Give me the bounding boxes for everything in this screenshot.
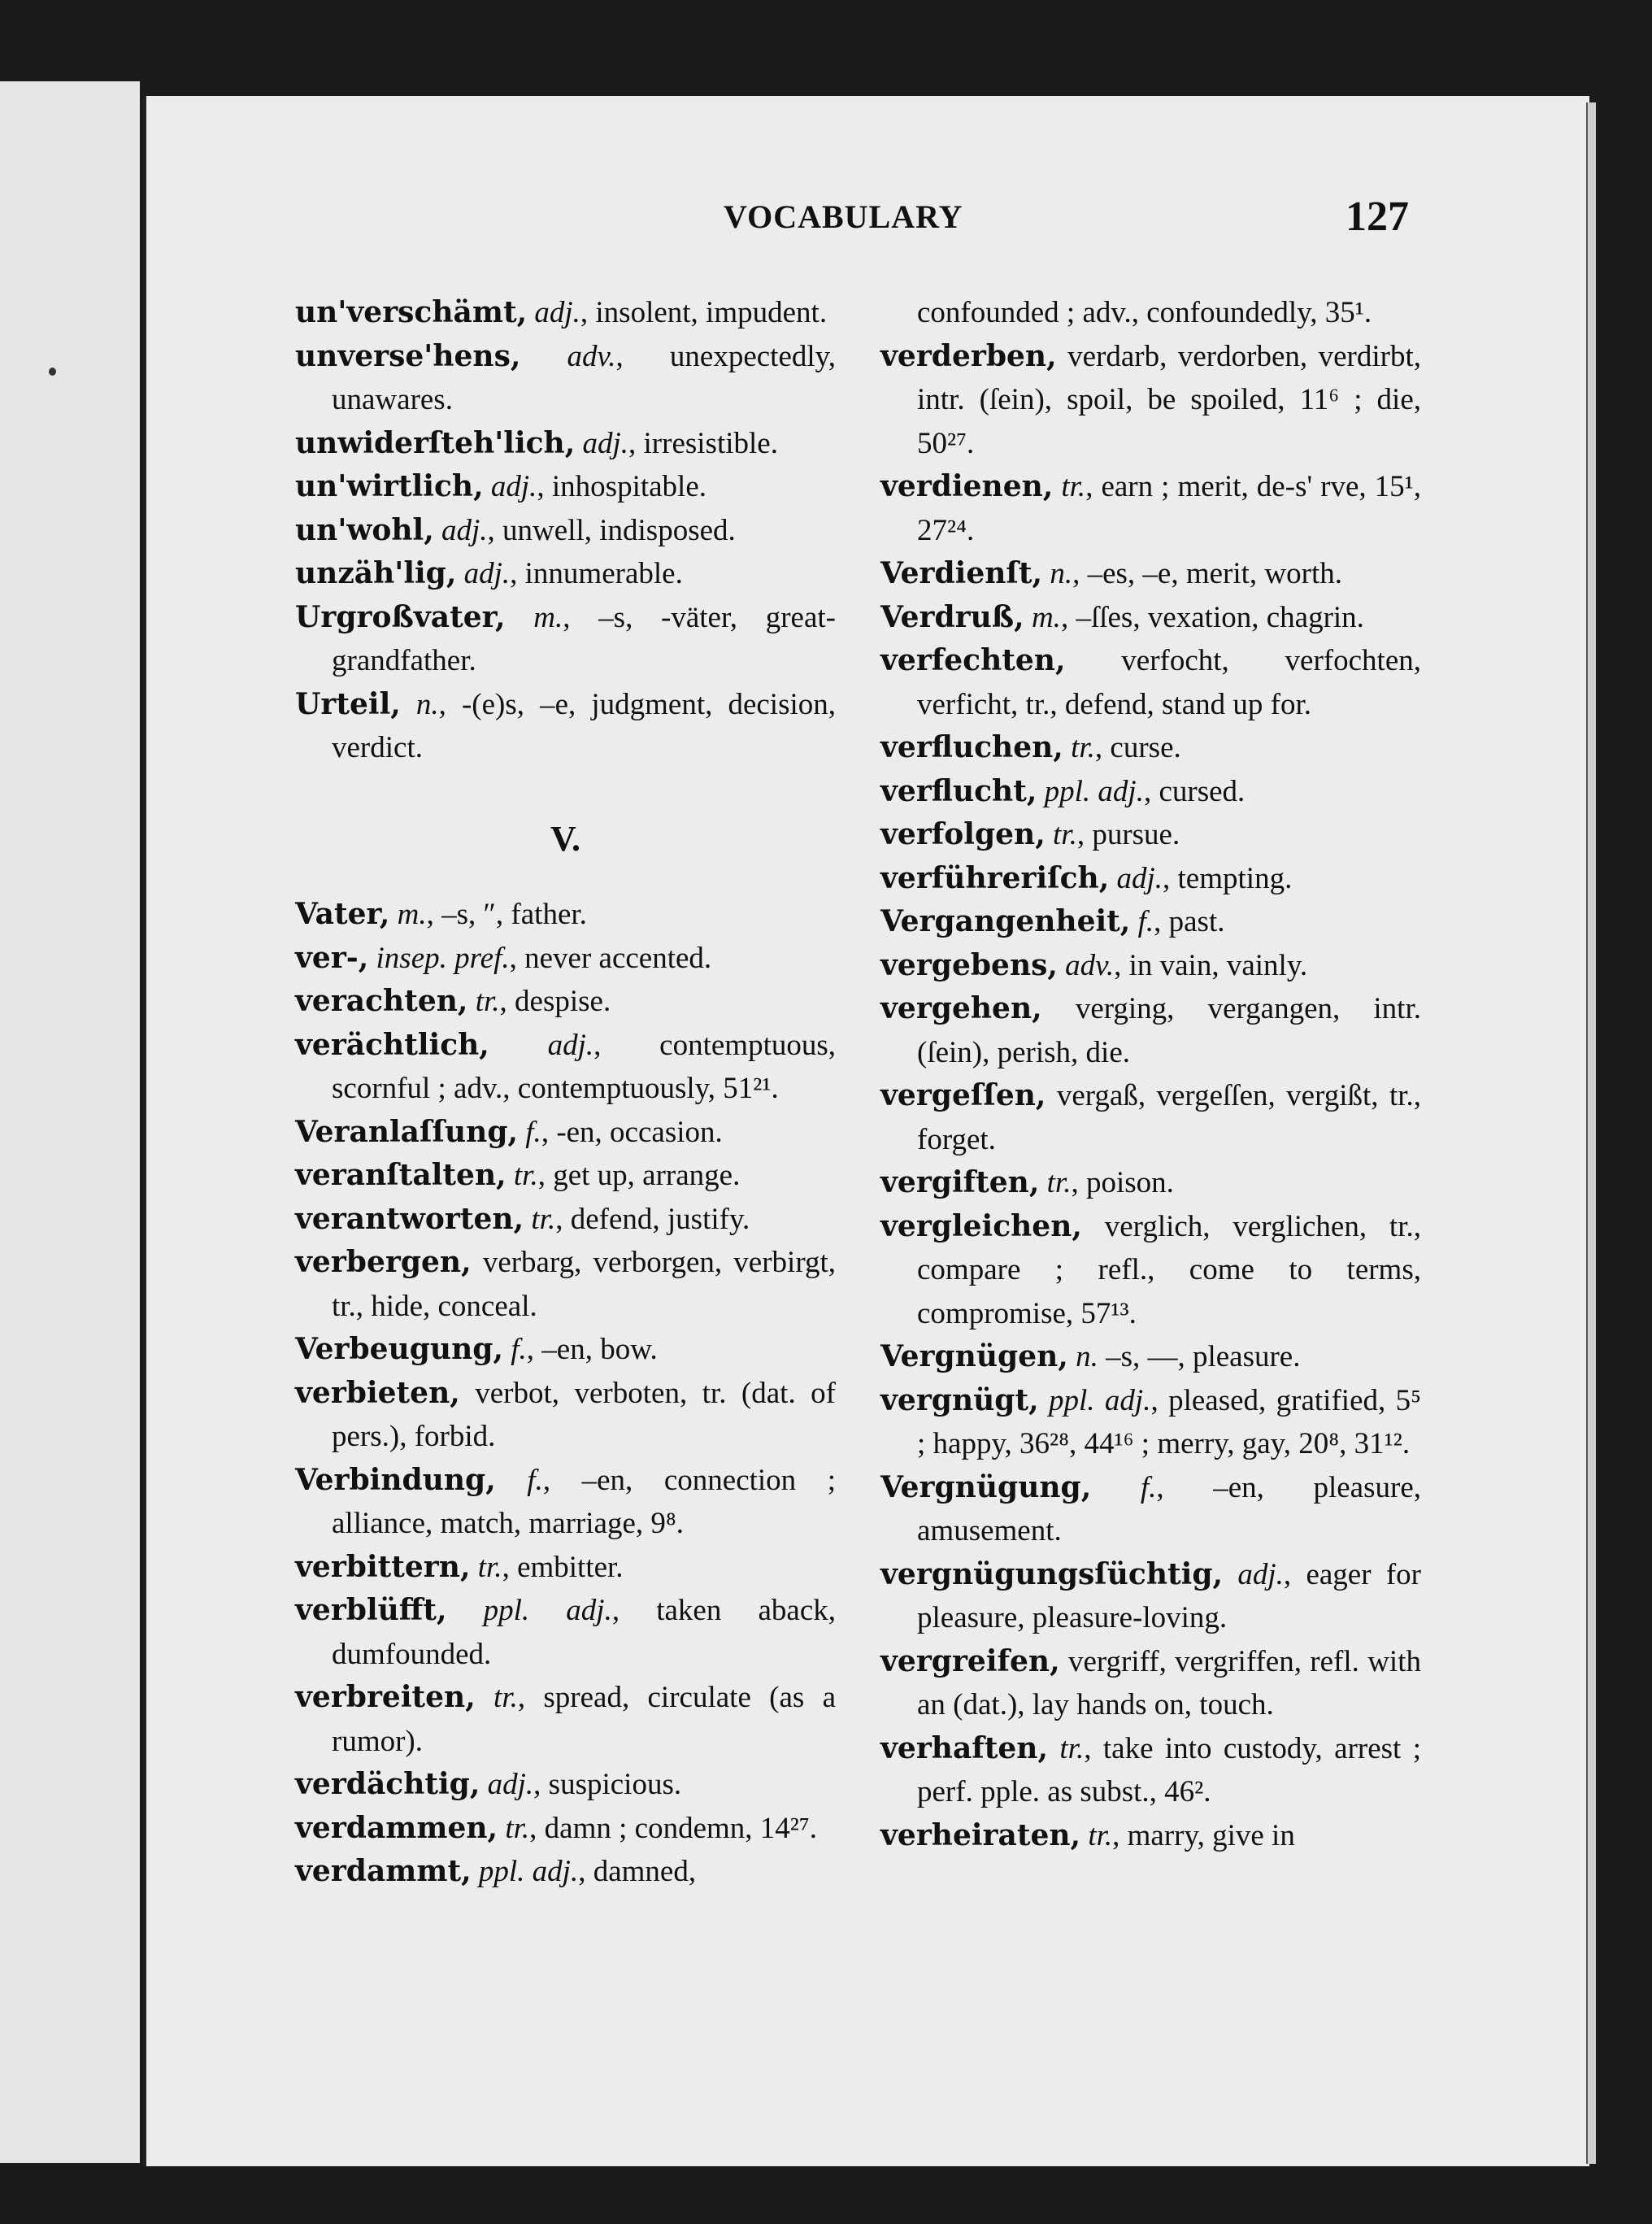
entry-definition: , embitter.	[502, 1550, 624, 1584]
entry-grammar: m.	[1031, 600, 1061, 634]
entry-headword: un'wirtlich,	[295, 469, 484, 503]
dictionary-entry	[880, 900, 1421, 944]
section-letter: V.	[550, 818, 581, 859]
dictionary-entry	[295, 683, 836, 770]
entry-definition: , damn ; condemn, 14²⁷.	[529, 1811, 818, 1845]
entry-headword: verderben,	[880, 338, 1057, 373]
entry-definition: , –s, -väter, great-grandfather.	[332, 600, 837, 677]
entry-grammar: tr.	[1046, 1166, 1072, 1199]
entry-definition: , defend, justify.	[555, 1202, 750, 1236]
entry-grammar: adj.	[1237, 1557, 1284, 1591]
page-edge	[1586, 102, 1596, 2164]
entry-headword: verfechten,	[880, 643, 1066, 677]
entry-headword: vergebens,	[880, 947, 1058, 982]
dictionary-entry	[295, 980, 836, 1024]
entry-headword: unverse'hens,	[295, 338, 521, 373]
entry-headword: Veranlaſſung,	[295, 1114, 519, 1149]
entry-definition: , poison.	[1071, 1166, 1174, 1199]
entry-definition: , –en, pleasure, amusement.	[917, 1470, 1421, 1547]
entry-headword: verflucht,	[880, 773, 1037, 808]
entry-headword: un'wohl,	[295, 512, 434, 547]
entry-grammar: adj.	[547, 1028, 594, 1062]
entry-headword: Verbeugung,	[295, 1332, 503, 1366]
entry-definition: verfocht, verfochten, verficht, tr., defend, stand up for.	[917, 644, 1421, 721]
left-entries-after	[295, 893, 836, 1894]
dictionary-entry	[295, 1198, 836, 1242]
entry-grammar: tr.	[1059, 1731, 1085, 1765]
entry-headword: verachten,	[295, 984, 468, 1018]
entry-grammar: tr.	[1053, 818, 1077, 851]
entry-grammar: adj.	[463, 557, 511, 590]
entry-definition: , marry, give in	[1112, 1818, 1295, 1852]
dictionary-entry	[295, 552, 836, 596]
entry-definition: , eager for pleasure, pleasure-loving.	[917, 1557, 1422, 1634]
entry-definition: verbot, verboten, tr. (dat. of pers.), forbid.	[332, 1376, 836, 1453]
entry-grammar: f.	[511, 1333, 527, 1366]
dictionary-entry	[880, 1161, 1421, 1205]
entry-grammar: ppl. adj.	[1049, 1383, 1151, 1417]
entry-grammar: adv.	[1065, 948, 1115, 982]
entry-definition: verdarb, verdorben, verdirbt, intr. (ſein), spoil, be spoiled, 11⁶ ; die, 50²⁷.	[917, 339, 1422, 460]
dictionary-entry	[880, 1335, 1421, 1379]
left-column	[295, 291, 836, 1894]
entry-definition: vergaß, vergeſſen, vergißt, tr., forget.	[917, 1079, 1421, 1156]
entry-grammar: tr.	[505, 1811, 530, 1845]
dictionary-entry	[295, 465, 836, 509]
entry-grammar: tr.	[475, 985, 500, 1018]
entry-headword: verdienen,	[880, 469, 1054, 503]
entry-grammar: adv.	[567, 339, 616, 373]
dictionary-entry	[880, 857, 1421, 901]
entry-headword: verfluchen,	[880, 730, 1063, 764]
entry-headword: un'verschämt,	[295, 295, 528, 329]
dictionary-entry	[295, 1807, 836, 1851]
dictionary-entry	[880, 639, 1421, 726]
dictionary-entry	[880, 944, 1421, 988]
dictionary-entry	[295, 1328, 836, 1372]
entry-definition: , take into custody, arrest ; perf. pple. as subst., 46².	[917, 1731, 1422, 1808]
entry-definition: verglich, verglichen, tr., compare ; refl., come to terms, compromise, 57¹³.	[917, 1209, 1421, 1330]
entry-definition: , irresistible.	[628, 426, 778, 460]
entry-definition: , -(e)s, –e, judgment, decision, verdict.	[332, 687, 836, 764]
entry-headword: verantworten,	[295, 1201, 524, 1236]
entry-definition: , spread, circulate (as a rumor).	[332, 1681, 837, 1758]
entry-headword: verdächtig,	[295, 1767, 480, 1801]
dictionary-entry	[880, 1379, 1421, 1466]
dictionary-entry	[880, 770, 1421, 814]
entry-grammar: n.	[1050, 557, 1073, 590]
entry-grammar: adj.	[441, 513, 488, 547]
entry-headword: vergnügungsſüchtig,	[880, 1556, 1224, 1591]
entry-definition: , pursue.	[1076, 818, 1180, 851]
entry-headword: Vergnügen,	[880, 1339, 1068, 1373]
dictionary-entry	[880, 335, 1421, 466]
entry-definition: , despise.	[499, 985, 611, 1018]
entry-grammar: ppl. adj.	[478, 1855, 579, 1888]
dictionary-entry	[295, 1241, 836, 1328]
entry-headword: verführeriſch,	[880, 860, 1110, 895]
entry-grammar: insep. pref.	[376, 941, 510, 975]
entry-grammar: tr.	[1061, 470, 1086, 503]
right-column	[880, 291, 1421, 1857]
entry-headword: vergiften,	[880, 1165, 1040, 1199]
dictionary-entry	[880, 1814, 1421, 1858]
entry-grammar: m.	[397, 898, 427, 931]
entry-definition: , pleased, gratified, 5⁵ ; happy, 36²⁸, 44¹⁶ ; merry, gay, 20⁸, 31¹².	[917, 1383, 1422, 1460]
entry-definition: vergriff, vergriffen, refl. with an (dat.), lay hands on, touch.	[917, 1644, 1421, 1721]
entry-definition: , never accented.	[509, 941, 712, 975]
entry-definition: , earn ; merit, de-s' rve, 15¹, 27²⁴.	[917, 470, 1421, 547]
running-head: VOCABULARY	[724, 198, 963, 235]
entry-definition: , tempting.	[1163, 861, 1293, 895]
entry-grammar: f.	[1137, 905, 1154, 938]
entry-definition: verging, vergangen, intr. (ſein), perish, die.	[917, 992, 1421, 1069]
dictionary-entry	[295, 1372, 836, 1459]
entry-definition: , unwell, indisposed.	[487, 513, 736, 547]
dictionary-entry	[880, 552, 1421, 596]
dictionary-entry	[295, 422, 836, 466]
entry-grammar: adj.	[490, 470, 537, 503]
entry-headword: vergnügt,	[880, 1382, 1039, 1417]
adjacent-page-strip	[0, 81, 140, 2163]
entry-headword: verfolgen,	[880, 817, 1046, 851]
dictionary-entry	[295, 893, 836, 937]
dictionary-entry	[295, 335, 836, 422]
entry-definition: , cursed.	[1143, 774, 1246, 808]
dictionary-entry	[295, 1850, 836, 1894]
entry-headword: Verdienſt,	[880, 556, 1043, 590]
continuation-entry: confounded ; adv., confoundedly, 35¹.	[917, 296, 1372, 329]
entry-grammar: m.	[533, 600, 563, 634]
entry-headword: verächtlich,	[295, 1027, 489, 1062]
scan-speck	[49, 368, 56, 376]
entry-grammar: ppl. adj.	[483, 1594, 612, 1627]
entry-grammar: ppl. adj.	[1044, 774, 1144, 808]
entry-grammar: tr.	[513, 1159, 538, 1192]
entry-headword: verdammt,	[295, 1854, 472, 1888]
dictionary-entry	[880, 1074, 1421, 1161]
entry-headword: veranſtalten,	[295, 1158, 506, 1192]
dictionary-entry	[880, 726, 1421, 770]
entry-grammar: tr.	[531, 1202, 556, 1236]
entry-headword: verdammen,	[295, 1810, 498, 1845]
entry-grammar: adj.	[1116, 861, 1163, 895]
entry-headword: Urteil,	[295, 686, 401, 721]
right-entries	[880, 335, 1421, 1858]
entry-headword: vergreifen,	[880, 1643, 1060, 1678]
entry-headword: verhaften,	[880, 1730, 1049, 1765]
entry-grammar: f.	[525, 1115, 541, 1149]
entry-definition: , curse.	[1094, 731, 1181, 764]
entry-headword: verbergen,	[295, 1245, 472, 1279]
entry-definition: , –es, –e, merit, worth.	[1072, 557, 1342, 590]
entry-definition: , suspicious.	[533, 1768, 682, 1801]
entry-definition: , inhospitable.	[537, 470, 707, 503]
entry-definition: , –s, ″, father.	[426, 898, 587, 931]
entry-definition: , –en, connection ; alliance, match, marriage, 9⁸.	[332, 1463, 836, 1540]
entry-headword: vergeſſen,	[880, 1078, 1046, 1112]
dictionary-entry	[295, 1546, 836, 1590]
entry-grammar: n.	[1076, 1340, 1098, 1373]
dictionary-entry	[295, 1154, 836, 1198]
entry-definition: , damned,	[578, 1855, 697, 1888]
entry-definition: , in vain, vainly.	[1114, 948, 1308, 982]
dictionary-entry	[295, 509, 836, 553]
entry-definition: verbarg, verborgen, verbirgt, tr., hide, conceal.	[332, 1246, 837, 1323]
entry-headword: verbittern,	[295, 1549, 471, 1584]
dictionary-entry	[295, 1111, 836, 1155]
entry-headword: verheiraten,	[880, 1817, 1081, 1852]
entry-headword: verbieten,	[295, 1375, 460, 1410]
dictionary-entry	[880, 465, 1421, 552]
dictionary-entry	[880, 1466, 1421, 1553]
entry-headword: verblüfft,	[295, 1593, 447, 1627]
entry-grammar: tr.	[1088, 1818, 1113, 1852]
entry-definition: , taken aback, dumfounded.	[332, 1594, 836, 1671]
entry-grammar: adj.	[487, 1768, 534, 1801]
entry-definition: , -en, occasion.	[541, 1115, 723, 1149]
dictionary-entry	[295, 1024, 836, 1111]
entry-headword: Verdruß,	[880, 599, 1024, 634]
entry-headword: Vater,	[295, 897, 390, 931]
entry-headword: vergehen,	[880, 991, 1042, 1025]
entry-headword: unwiderſteh'lich,	[295, 425, 576, 460]
dictionary-entry	[295, 1459, 836, 1546]
entry-grammar: adj.	[582, 426, 629, 460]
left-entries-before	[295, 291, 836, 770]
entry-grammar: tr.	[493, 1681, 518, 1714]
dictionary-entry	[880, 1205, 1421, 1336]
entry-grammar: f.	[527, 1463, 543, 1497]
entry-definition: , get up, arrange.	[537, 1159, 741, 1192]
entry-definition: , contemptuous, scornful ; adv., contemptuously, 51²¹.	[332, 1028, 836, 1105]
entry-headword: unzäh'lig,	[295, 556, 457, 590]
dictionary-entry	[295, 1676, 836, 1763]
entry-grammar: tr.	[1071, 731, 1095, 764]
dictionary-entry	[295, 937, 836, 981]
entry-definition: , innumerable.	[510, 557, 683, 590]
dictionary-entry	[295, 1589, 836, 1676]
entry-headword: Vergnügung,	[880, 1469, 1092, 1504]
dictionary-entry	[295, 596, 836, 683]
dictionary-entry	[295, 1763, 836, 1807]
dictionary-entry	[880, 1640, 1421, 1727]
entry-headword: verbreiten,	[295, 1680, 476, 1714]
dictionary-entry	[880, 813, 1421, 857]
entry-grammar: f.	[1140, 1470, 1157, 1504]
entry-definition: , –en, bow.	[526, 1333, 658, 1366]
entry-definition: , –ſſes, vexation, chagrin.	[1060, 600, 1364, 634]
entry-definition: , past.	[1154, 905, 1225, 938]
dictionary-entry	[880, 1553, 1421, 1640]
dictionary-entry	[880, 1727, 1421, 1814]
dictionary-entry	[880, 596, 1421, 640]
entry-headword: Vergangenheit,	[880, 904, 1131, 938]
page-number: 127	[1346, 194, 1409, 240]
entry-headword: ver-,	[295, 940, 369, 975]
entry-grammar: adj.	[534, 296, 580, 329]
entry-grammar: tr.	[477, 1550, 502, 1584]
entry-definition: –s, —, pleasure.	[1098, 1340, 1301, 1373]
entry-definition: , unexpectedly, unawares.	[332, 339, 836, 416]
entry-grammar: n.	[415, 687, 439, 721]
entry-headword: Verbindung,	[295, 1462, 496, 1497]
dictionary-entry	[295, 291, 836, 335]
entry-headword: Urgroßvater,	[295, 599, 506, 634]
dictionary-entry	[880, 987, 1421, 1074]
entry-definition: , insolent, impudent.	[580, 296, 828, 329]
entry-headword: vergleichen,	[880, 1208, 1082, 1243]
